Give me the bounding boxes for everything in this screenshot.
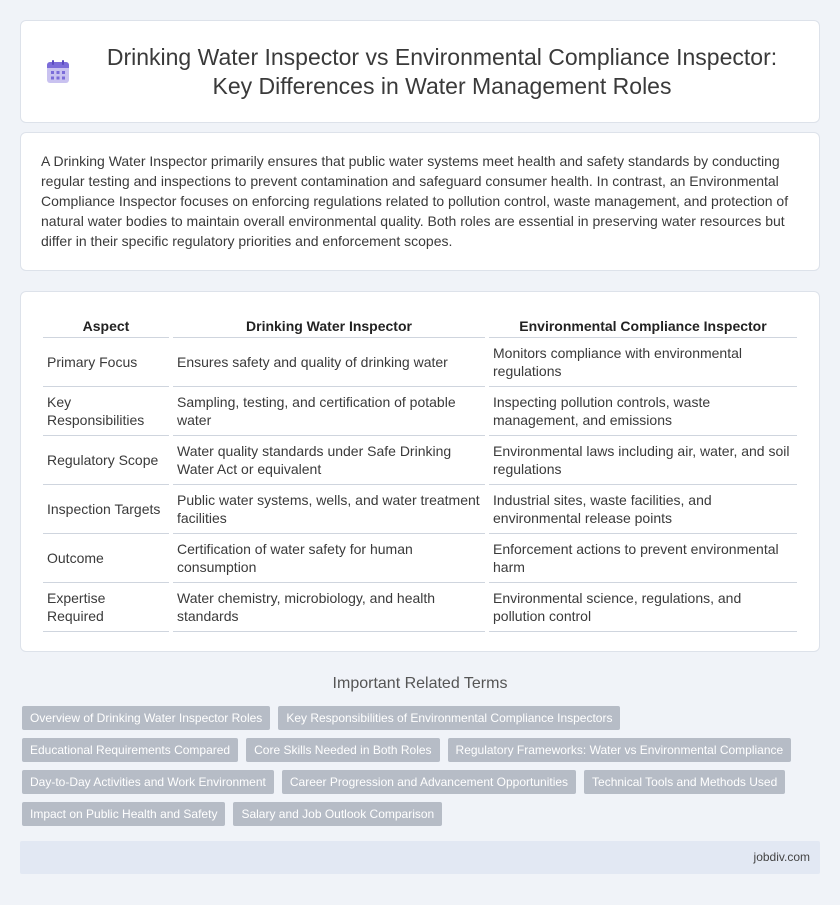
row-drinking-water: Water quality standards under Safe Drinking Water Act or equivalent [173, 436, 485, 485]
row-drinking-water: Water chemistry, microbiology, and health standards [173, 583, 485, 632]
intro-paragraph: A Drinking Water Inspector primarily ensures that public water systems meet health and safety standards by conducting regular testing and inspections to prevent contamination and safeguard consumer health. In contrast, an Environmental Compliance Inspector focuses on enforcing regulations related to pollution control, waste management, and protection of natural water bodies to maintain overall environmental quality. Both roles are essential in preserving water resources but differ in their specific regulatory priorities and enforcement scopes. [41, 153, 789, 249]
related-term-link[interactable]: Day-to-Day Activities and Work Environment [22, 770, 274, 794]
row-environmental: Industrial sites, waste facilities, and environmental release points [489, 485, 797, 534]
related-terms-heading: Important Related Terms [332, 675, 508, 692]
related-term-link[interactable]: Educational Requirements Compared [22, 738, 238, 762]
table-row [43, 436, 797, 485]
row-aspect: Key Responsibilities [43, 387, 169, 436]
related-terms-list [22, 706, 822, 834]
comparison-table-card [20, 291, 820, 652]
header-environmental-compliance-inspector: Environmental Compliance Inspector [489, 312, 797, 338]
row-environmental: Environmental science, regulations, and pollution control [489, 583, 797, 632]
header-aspect: Aspect [43, 312, 169, 338]
title-card [20, 20, 820, 123]
row-environmental: Environmental laws including air, water, and soil regulations [489, 436, 797, 485]
table-row [43, 485, 797, 534]
row-aspect: Primary Focus [43, 338, 169, 387]
row-drinking-water: Public water systems, wells, and water treatment facilities [173, 485, 485, 534]
comparison-table [39, 312, 801, 632]
table-row [43, 583, 797, 632]
intro-card [20, 132, 820, 271]
row-aspect: Outcome [43, 534, 169, 583]
table-row [43, 338, 797, 387]
related-term-link[interactable]: Technical Tools and Methods Used [584, 770, 785, 794]
table-row [43, 534, 797, 583]
row-environmental: Inspecting pollution controls, waste management, and emissions [489, 387, 797, 436]
row-drinking-water: Certification of water safety for human consumption [173, 534, 485, 583]
related-term-link[interactable]: Core Skills Needed in Both Roles [246, 738, 439, 762]
table-header-row [43, 312, 797, 338]
row-environmental: Monitors compliance with environmental regulations [489, 338, 797, 387]
related-term-link[interactable]: Career Progression and Advancement Opportunities [282, 770, 576, 794]
row-drinking-water: Sampling, testing, and certification of potable water [173, 387, 485, 436]
related-term-link[interactable]: Key Responsibilities of Environmental Compliance Inspectors [278, 706, 620, 730]
row-aspect: Inspection Targets [43, 485, 169, 534]
related-term-link[interactable]: Overview of Drinking Water Inspector Roles [22, 706, 270, 730]
related-term-link[interactable]: Regulatory Frameworks: Water vs Environmental Compliance [448, 738, 792, 762]
row-aspect: Expertise Required [43, 583, 169, 632]
table-row [43, 387, 797, 436]
calendar-grid-icon [45, 59, 71, 85]
footer [20, 841, 820, 874]
header-drinking-water-inspector: Drinking Water Inspector [173, 312, 485, 338]
title-wrap [45, 43, 795, 101]
page-title: Drinking Water Inspector vs Environmental Compliance Inspector: Key Differences in Water Management Roles [106, 43, 778, 99]
row-environmental: Enforcement actions to prevent environmental harm [489, 534, 797, 583]
row-aspect: Regulatory Scope [43, 436, 169, 485]
related-term-link[interactable]: Salary and Job Outlook Comparison [233, 802, 442, 826]
related-term-link[interactable]: Impact on Public Health and Safety [22, 802, 225, 826]
row-drinking-water: Ensures safety and quality of drinking water [173, 338, 485, 387]
footer-site-link[interactable]: jobdiv.com [753, 850, 810, 864]
